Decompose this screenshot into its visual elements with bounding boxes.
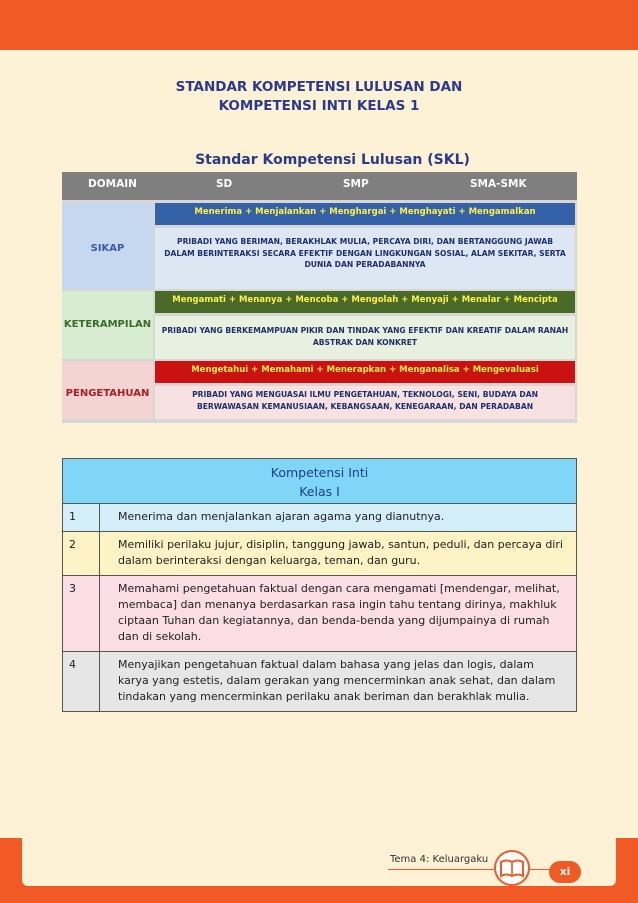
top-orange-band [0,0,638,50]
ki-row-number: 3 [63,576,100,651]
skl-header-smp: SMP [343,178,369,190]
footer-rule-right [528,869,550,870]
ki-row-text: Menerima dan menjalankan ajaran agama yang dianutnya. [118,510,445,523]
skl-header-sma-smk: SMA-SMK [470,178,527,190]
skl-header-sd: SD [216,178,233,190]
description-keterampilan: PRIBADI YANG BERKEMAMPUAN PIKIR DAN TINDAK YANG EFEKTIF DAN KREATIF DALAM RANAH ABSTRAK DAN KONKRET [155,316,575,359]
ki-header-class: Kelas I [299,484,340,499]
page-title-line1: STANDAR KOMPETENSI LULUSAN DAN [175,79,463,95]
description-sikap: PRIBADI YANG BERIMAN, BERAKHLAK MULIA, PERCAYA DIRI, DAN BERTANGGUNG JAWAB DALAM BERINTERAKSI SECARA EFEKTIF DENGAN LINGKUNGAN SOSIAL, ALAM SEKITAR, SERTA DUNIA DAN PERADABANNYA [155,228,575,289]
ki-row-number: 2 [63,532,100,575]
domain-label-sikap: SIKAP [90,243,125,254]
ki-row-text: Menyajikan pengetahuan faktual dalam bahasa yang jelas dan logis, dalam karya yang estetis, dalam gerakan yang mencerminkan anak sehat, dan dalam tindakan yang mencerminkan perilaku anak beriman dan berakhlak mulia. [118,658,556,703]
page-title-line2: KOMPETENSI INTI KELAS 1 [218,98,420,114]
ki-header-title: Kompetensi Inti [270,465,369,480]
ki-header [63,459,576,504]
ki-row-text: Memiliki perilaku jujur, disiplin, tanggung jawab, santun, peduli, dan percaya diri dalam berinteraksi dengan keluarga, teman, dan guru. [118,538,563,567]
domain-cell-sikap [62,203,153,289]
book-icon [494,850,530,886]
ki-row-number: 4 [63,652,100,711]
footer-rule [388,869,494,870]
skl-header-domain: DOMAIN [88,178,137,190]
ki-row-2 [63,532,576,576]
footer-theme: Tema 4: Keluargaku [390,854,489,865]
domain-label-keterampilan: KETERAMPILAN [63,319,152,330]
description-pengetahuan: PRIBADI YANG MENGUASAI ILMU PENGETAHUAN, TEKNOLOGI, SENI, BUDAYA DAN BERWAWASAN KEMANUSIAAN, KEBANGSAAN, KENEGARAAN, DAN PERADABAN [155,386,575,419]
skl-table [62,172,577,423]
ki-row-3 [63,576,576,652]
page-number-badge: xi [549,861,581,883]
ki-row-4 [63,652,576,711]
domain-cell-pengetahuan [62,361,153,419]
domain-label-pengetahuan: PENGETAHUAN [65,388,150,399]
ki-row-text: Memahami pengetahuan faktual dengan cara mengamati [mendengar, melihat, membaca] dan menanya berdasarkan rasa ingin tahu tentang dirinya, makhluk ciptaan Tuhan dan kegiatannya, dan benda-benda yang dijumpainya di rumah dan di sekolah. [118,582,560,643]
process-bar-keterampilan: Mengamati + Menanya + Mencoba + Mengolah + Menyaji + Menalar + Mencipta [155,291,575,313]
domain-cell-keterampilan [62,291,153,359]
ki-row-number: 1 [63,504,100,531]
process-bar-pengetahuan: Mengetahui + Memahami + Menerapkan + Menganalisa + Mengevaluasi [155,361,575,383]
skl-title: Standar Kompetensi Lulusan (SKL) [195,152,470,168]
ki-row-1 [63,504,576,532]
ki-table [62,458,577,712]
skl-header-row [62,172,577,200]
process-bar-sikap: Menerima + Menjalankan + Menghargai + Menghayati + Mengamalkan [155,203,575,225]
